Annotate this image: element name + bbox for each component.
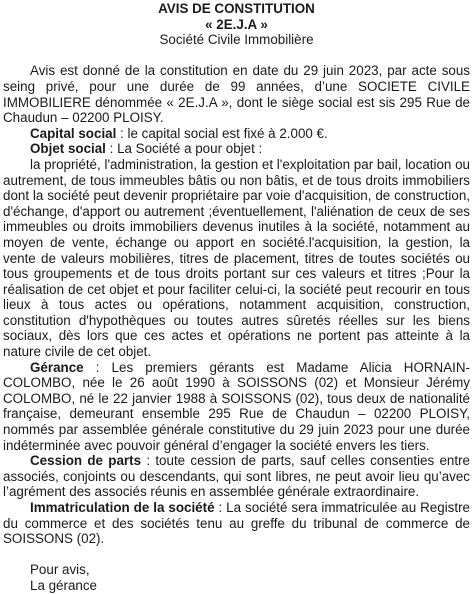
capital-text: : le capital social est fixé à 2.000 €. bbox=[116, 125, 328, 141]
objet-body-paragraph: la propriété, l'administration, la gestion et l'exploitation par bail, location ou autrement, de tous immeubles bâtis ou non bâtis, et de tous droits immobiliers dont la société peut devenir propriétaire par voie d'acquisition, de construction, d'échange, d'apport ou autrement ;éventuellement, l'aliénation de ceux de ses immeubles ou droits immobiliers devenus inutiles à la société, notamment au moyen de vente, échange ou apport en société.l'acquisition, la gestion, la vente de valeurs mobilières, titres de placement, titres de toutes sociétés ou tous groupements et de tous droits portant sur ces valeurs et titres ;Pour la réalisation de cet objet et pour faciliter celui-ci, la société peut recourir en tous lieux à tous actes ou opérations, notamment acquisition, construction, constitution d'hypothèques ou toutes autres sûretés réelles sur les biens sociaux, dès lors que ces actes et opérations ne portent pas atteinte à la nature civile de cet objet. bbox=[3, 156, 470, 360]
company-type: Société Civile Immobilière bbox=[159, 32, 314, 48]
objet-label: Objet social bbox=[30, 141, 106, 157]
intro-paragraph: Avis est donné de la constitution en date du 29 juin 2023, par acte sous seing privé, pour une durée de 99 années, d’une SOCIETE CIVILE IMMOBILIERE dénommée « 2E.J.A », dont le siège social est sis 295 Rue de Chaudun – 02200 PLOISY. bbox=[3, 63, 470, 126]
signature-line-1: Pour avis, bbox=[30, 562, 90, 578]
cession-paragraph bbox=[3, 453, 470, 500]
cession-text: : toute cession de parts, sauf celles consenties entre associés, conjoints ou descendants, qui sont libres, ne peut avoir lieu qu’avec l’agrément des associés réunis en assemblée générale extraordinaire. bbox=[3, 453, 471, 500]
capital-paragraph bbox=[3, 126, 470, 142]
cession-label: Cession de parts bbox=[30, 453, 142, 469]
immatriculation-label: Immatriculation de la société bbox=[30, 500, 215, 515]
capital-label: Capital social bbox=[30, 125, 117, 141]
objet-text: : La Société a pour objet : bbox=[105, 141, 263, 157]
company-name: « 2E.J.A » bbox=[205, 16, 268, 32]
signature-line-2: La gérance bbox=[30, 577, 98, 593]
gerance-paragraph bbox=[3, 360, 470, 454]
immatriculation-text: : La société sera immatriculée au Registre du commerce et des sociétés tenu au greffe du tribunal de commerce de SOISSONS (02). bbox=[3, 500, 470, 547]
gerance-text: : Les premiers gérants est Madame Alicia HORNAIN-COLOMBO, née le 26 août 1990 à SOISSONS (02) et Monsieur Jérémy COLOMBO, né le 22 janvier 1988 à SOISSONS (02), tous deux de nationalité française, demeurant ensemble 295 Rue de Chaudun – 02200 PLOISY, nommés par assemblée générale constitutive du 29 juin 2023 pour une durée indéterminée avec pouvoir général d’engager la société envers les tiers. bbox=[3, 359, 470, 453]
immatriculation-paragraph bbox=[3, 500, 470, 547]
notice-title: AVIS DE CONSTITUTION bbox=[158, 1, 315, 16]
gerance-label: Gérance bbox=[30, 359, 84, 375]
objet-paragraph bbox=[3, 141, 470, 157]
